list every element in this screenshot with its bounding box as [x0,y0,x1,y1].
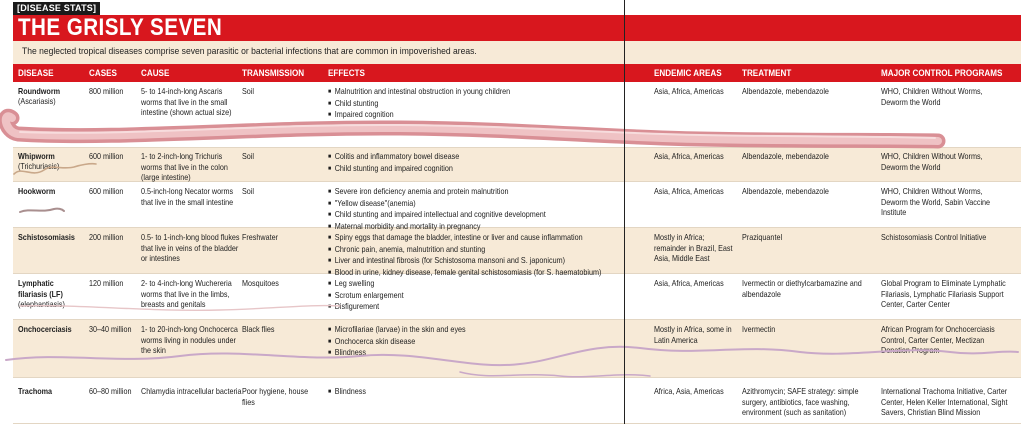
transmission-text: Soil [242,187,255,196]
disease-subname: (elephantiasis) [18,300,65,309]
effect-item: ■ Onchocerca skin disease [328,337,618,349]
disease-name: Schistosomiasis [18,233,75,242]
cause-text: 2- to 4-inch-long Wuchereria worms that live in the limbs, breasts and genitals [141,279,232,309]
cause-text: 0.5- to 1-inch-long blood flukes that live in veins of the bladder or intestines [141,233,240,263]
section-tag: [DISEASE STATS] [13,2,100,15]
effect-item: ■ Liver and intestinal fibrosis (for Schistosoma mansoni and S. japonicum) [328,256,627,268]
programs-text: Global Program to Eliminate Lymphatic Filariasis, Lymphatic Filariasis Support Center, Carter Center [881,279,1006,309]
effect-item: ■ Blood in urine, kidney disease, female genital schistosomiasis (for S. haematobium) [328,268,627,280]
effects-list [328,152,618,175]
effect-item: ■ "Yellow disease"(anemia) [328,199,618,211]
cases-value: 800 million [89,87,124,96]
header-cause: CAUSE [141,68,170,78]
disease-name: Roundworm [18,87,61,96]
disease-name: Hookworm [18,187,56,196]
treatment-text: Ivermectin [742,325,776,334]
treatment-text: Albendazole, mebendazole [742,187,829,196]
effect-item: ■ Child stunting and impaired cognition [328,164,618,176]
transmission-text: Mosquitoes [242,279,279,288]
header-treatment: TREATMENT [742,68,792,78]
header-programs: MAJOR CONTROL PROGRAMS [881,68,1003,78]
endemic-text: Mostly in Africa; remainder in Brazil, East Asia, Middle East [654,233,733,263]
transmission-text: Black flies [242,325,275,334]
programs-text: WHO, Children Without Worms, Deworm the World, Sabin Vaccine Institute [881,187,991,217]
programs-text: WHO, Children Without Worms, Deworm the World [881,87,983,107]
effects-list [328,187,618,233]
effects-list [328,387,618,399]
disease-name: Lymphatic filariasis (LF) [18,279,63,299]
effect-item: ■ Chronic pain, anemia, malnutrition and stunting [328,245,627,257]
endemic-text: Asia, Africa, Americas [654,87,724,96]
endemic-text: Mostly in Africa, some in Latin America [654,325,732,345]
header-transmission: TRANSMISSION [242,68,305,78]
effects-list [328,279,618,314]
cause-text: 0.5-inch-long Necator worms that live in the small intestine [141,187,234,207]
endemic-text: Africa, Asia, Americas [654,387,724,396]
disease-name: Trachoma [18,387,53,396]
programs-text: WHO, Children Without Worms, Deworm the World [881,152,983,172]
cases-value: 600 million [89,152,124,161]
endemic-text: Asia, Africa, Americas [654,187,724,196]
effect-item: ■ Malnutrition and intestinal obstruction in young children [328,87,618,99]
treatment-text: Albendazole, mebendazole [742,152,829,161]
cases-value: 120 million [89,279,124,288]
effect-item: ■ Child stunting [328,99,618,111]
transmission-text: Soil [242,87,255,96]
effect-item: ■ Severe iron deficiency anemia and protein malnutrition [328,187,618,199]
treatment-text: Praziquantel [742,233,783,242]
effects-list [328,87,618,122]
transmission-text: Soil [242,152,255,161]
cause-text: 1- to 20-inch-long Onchocerca worms living in nodules under the skin [141,325,238,355]
effect-item: ■ Child stunting and impaired intellectual and cognitive development [328,210,618,222]
programs-text: International Trachoma Initiative, Carter Center, Helen Keller International, Sight Savers, Christian Blind Mission [881,387,1008,417]
header-cases: CASES [89,68,117,78]
transmission-text: Freshwater [242,233,279,242]
page-subtitle: The neglected tropical diseases comprise seven parasitic or bacterial infections that are common in impoverished areas. [22,46,477,57]
header-disease: DISEASE [18,68,54,78]
page-title: THE GRISLY SEVEN [18,14,223,41]
header-endemic: ENDEMIC AREAS [654,68,722,78]
disease-name: Onchocerciasis [18,325,72,334]
cause-text: Chlamydia intracellular bacteria [141,387,242,396]
effect-item: ■ Blindness [328,348,618,360]
effect-item: ■ Leg swelling [328,279,618,291]
endemic-text: Asia, Africa, Americas [654,152,724,161]
endemic-text: Asia, Africa, Americas [654,279,724,288]
effects-list [328,325,618,360]
effect-item: ■ Impaired cognition [328,110,618,122]
effect-item: ■ Maternal morbidity and mortality in pregnancy [328,222,618,234]
programs-text: Schistosomiasis Control Initiative [881,233,987,242]
effect-item: ■ Colitis and inflammatory bowel disease [328,152,618,164]
effect-item: ■ Scrotum enlargement [328,291,618,303]
transmission-text: Poor hygiene, house flies [242,387,309,407]
disease-name: Whipworm [18,152,55,161]
cause-text: 5- to 14-inch-long Ascaris worms that live in the small intestine (shown actual size) [141,87,232,117]
treatment-text: Albendazole, mebendazole [742,87,829,96]
disease-subname: (Trichuriasis) [18,162,60,171]
fold-line [624,0,625,424]
effect-item: ■ Microfilariae (larvae) in the skin and eyes [328,325,618,337]
effect-item: ■ Blindness [328,387,618,399]
effect-item: ■ Disfigurement [328,302,618,314]
treatment-text: Azithromycin; SAFE strategy: simple surgery, antibiotics, face washing, environment (such as sanitation) [742,387,859,417]
cases-value: 60–80 million [89,387,132,396]
effect-item: ■ Spiny eggs that damage the bladder, intestine or liver and cause inflammation [328,233,627,245]
effects-list [328,233,627,279]
cases-value: 600 million [89,187,124,196]
disease-subname: (Ascariasis) [18,97,56,106]
cases-value: 200 million [89,233,124,242]
treatment-text: Ivermectin or diethylcarbamazine and albendazole [742,279,862,299]
cause-text: 1- to 2-inch-long Trichuris worms that live in the colon (large intestine) [141,152,228,182]
programs-text: African Program for Onchocerciasis Control, Carter Center, Mectizan Donation Program [881,325,995,355]
cases-value: 30–40 million [89,325,132,334]
header-effects: EFFECTS [328,68,365,78]
